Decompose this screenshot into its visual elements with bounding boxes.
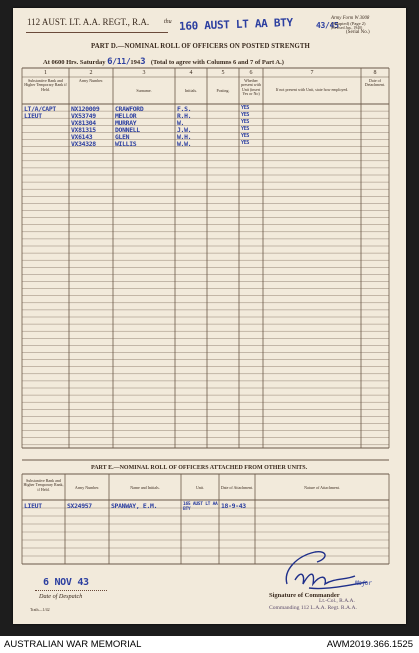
part-d-row-2-present: YES — [241, 111, 250, 118]
part-d-title: PART D.—NOMINAL ROLL OF OFFICERS ON POSTED STRENGTH — [91, 43, 310, 50]
part-d-row-1-initials: F.S. — [177, 104, 192, 113]
part-d-col-label-3: Surname. — [136, 88, 152, 93]
signature-label: Signature of Commander — [269, 592, 340, 599]
commander-signature — [275, 540, 375, 600]
part-d-row-3-surname: MURRAY — [115, 118, 137, 127]
part-d-row-5-initials: W.H. — [177, 132, 192, 141]
part-d-row-4-surname: DONNELL — [115, 125, 140, 134]
part-d-row-1-surname: CRAWFORD — [115, 104, 144, 113]
part-d-row-4-number: VX81315 — [71, 125, 96, 134]
part-d-date-line: At 0600 Hrs. Saturday 6/11/1943 (Total to agree with Columns 6 and 7 of Part A.) — [43, 57, 284, 67]
part-d-col-num-2: 2 — [89, 70, 93, 76]
part-e-col-label-1: Substantive Rank and Higher Temporary Rank, if Held. — [23, 478, 64, 492]
part-d-note: (Total to agree with Columns 6 and 7 of Part A.) — [150, 59, 284, 66]
despatch-line — [35, 590, 107, 591]
part-e-col-label-5: Date of Attachment. — [220, 485, 254, 490]
caption-left: AUSTRALIAN WAR MEMORIAL — [4, 639, 142, 650]
part-e-row-1-unit: 165 AUST LT AA BTY — [183, 502, 218, 512]
serial-label: (Serial No.) — [346, 30, 370, 35]
part-e-col-label-4: Unit. — [195, 485, 205, 490]
despatch-label: Date of Despatch — [39, 593, 83, 600]
part-e-title: PART E.—NOMINAL ROLL OF OFFICERS ATTACHED FROM OTHER UNITS. — [91, 465, 308, 471]
part-d-col-num-7: 7 — [310, 70, 314, 76]
part-d-row-4-initials: J.W. — [177, 125, 192, 134]
part-d-col-num-3: 3 — [142, 70, 146, 76]
unit-suffix: thu — [164, 19, 172, 25]
part-e-col-label-2: Army Number. — [74, 485, 100, 490]
part-d-row-4-present: YES — [241, 125, 250, 132]
part-e-col-label-6: Nature of Attachment. — [304, 485, 340, 490]
part-d-col-label-6: Whether present with Unit (insert Yes or No) — [241, 78, 261, 97]
unit-handwritten: 160 AUST LT AA BTY — [178, 16, 294, 33]
date-year: 3 — [140, 57, 146, 67]
part-d-row-2-number: VX53749 — [71, 111, 96, 120]
part-d-row-2-surname: MELLOR — [115, 111, 137, 120]
part-e-row-1-rank: LIEUT — [24, 502, 42, 510]
part-d-row-5-present: YES — [241, 132, 250, 139]
part-d-col-num-5: 5 — [221, 70, 225, 76]
part-d-row-2-initials: R.H. — [177, 111, 192, 120]
part-e-row-1-number: SX24957 — [67, 502, 92, 510]
part-d-grid — [13, 8, 406, 624]
part-d-row-6-initials: W.W. — [177, 140, 192, 148]
part-d-col-label-1: Substantive Rank and Higher Temporary Rank if Held. — [24, 78, 67, 92]
part-d-col-label-7: If not present with Unit, state how employed. — [275, 87, 349, 92]
rank-line: Lt.-Col., R.A.A. — [319, 598, 355, 604]
date-month: 11 — [116, 57, 126, 66]
part-d-row-6-surname: WILLIS — [115, 140, 137, 148]
at-label: At 0600 Hrs. Saturday — [43, 59, 106, 66]
part-e-row-1-date: 18-9-43 — [221, 502, 246, 510]
part-d-row-5-number: VX6143 — [71, 132, 93, 141]
part-d-col-label-8: Date of Detachment. — [364, 78, 386, 88]
part-d-col-num-4: 4 — [189, 70, 193, 76]
part-d-row-6-number: VX34328 — [71, 140, 96, 148]
part-e-row-1-name: SPANWAY, E.M. — [111, 502, 158, 510]
part-d-row-3-initials: W. — [177, 118, 185, 127]
part-d-col-label-4: Initials. — [184, 88, 198, 93]
part-d-col-num-8: 8 — [373, 70, 377, 76]
part-d-row-1-number: NX120009 — [71, 104, 100, 113]
commanding-line: Commanding 112 L.A.A. Regt. R.A.A. — [269, 605, 357, 611]
part-d-row-1-present: YES — [241, 104, 250, 111]
signature-suffix: Major — [355, 580, 372, 587]
part-d-col-num-1: 1 — [44, 70, 47, 76]
part-d-row-3-number: VX81304 — [71, 118, 96, 127]
date-year-prefix: 194 — [130, 59, 141, 66]
serial-handwritten: 43/45 — [316, 21, 339, 30]
part-d-row-3-present: YES — [241, 118, 250, 125]
part-d-col-label-2: Army Number. — [78, 78, 104, 83]
army-form-page — [13, 8, 406, 624]
part-d-col-num-6: 6 — [249, 70, 253, 76]
form-adapted: (Adapted) (Page 2) — [331, 21, 366, 26]
part-d-row-6-present: YES — [241, 140, 250, 146]
date-day: 6 — [107, 57, 113, 67]
printer-code: Trath—1/42 — [30, 607, 50, 612]
part-e-col-label-3: Name and Initials. — [130, 485, 160, 490]
despatch-date: 6 NOV 43 — [43, 577, 89, 588]
form-revised: (Revised Jan., 1940) — [331, 26, 363, 30]
unit-printed: 112 AUST. LT. A.A. REGT., R.A. — [27, 17, 150, 27]
form-number: Army Form W 3008 — [331, 16, 370, 21]
part-d-row-1-rank: LT/A/CAPT — [24, 104, 56, 113]
part-d-row-5-surname: GLEN — [115, 132, 130, 141]
part-d-row-2-rank: LIEUT — [24, 111, 42, 120]
caption-right: AWM2019.366.1525 — [326, 639, 413, 650]
part-d-col-label-5: Posting. — [216, 88, 230, 93]
